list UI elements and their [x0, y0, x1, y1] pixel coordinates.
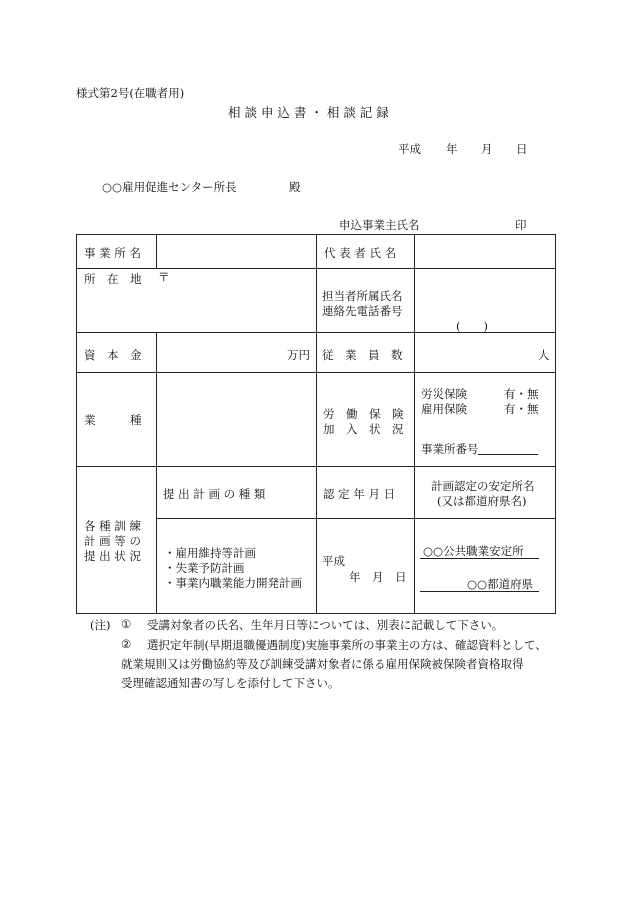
col-divider: [156, 234, 157, 268]
workers-comp-choice: 有・無: [504, 387, 539, 401]
phone-paren: ( ): [456, 319, 488, 333]
postal-mark: 〒: [158, 270, 170, 284]
note2-number: ②: [121, 637, 132, 651]
note2-text-3: 受理確認通知書の写しを添付して下さい。: [121, 676, 340, 690]
employment-ins-label: 雇用保険: [421, 402, 467, 416]
note2-text-1: 選択定年制(早期退職優遇制度)実施事業所の事業主の方は、確認資料として、: [147, 638, 547, 652]
notes-label: (注): [90, 618, 111, 632]
training-label-3: 提 出 状 況: [84, 549, 141, 563]
training-label-2: 計 画 等 の: [84, 534, 141, 548]
addressee-honorific: 殿: [289, 180, 301, 194]
note1-number: ①: [121, 617, 132, 631]
industry-label: 業 種: [84, 413, 142, 427]
col-divider: [156, 332, 157, 614]
col-divider: [316, 234, 317, 614]
phone-label: 連絡先電話番号: [322, 304, 403, 318]
plan-type-header: 提 出 計 画 の 種 類: [163, 487, 266, 501]
approval-date-header: 認 定 年 月 日: [323, 487, 396, 501]
approval-office-underline: [420, 558, 539, 559]
addressee-name: ○○雇用促進センター所長: [102, 180, 237, 194]
date-year: 年: [446, 142, 458, 156]
capital-unit: 万円: [287, 348, 310, 362]
approval-ym: 年 月 日: [349, 570, 407, 584]
contact-person-label: 担当者所属氏名: [322, 289, 403, 303]
training-label-1: 各 種 訓 練: [84, 519, 141, 533]
form-number: 様式第2号(在職者用): [76, 86, 185, 100]
office-number-underline: [478, 454, 538, 455]
note1-text: 受講対象者の氏名、生年月日等については、別表に記載して下さい。: [147, 618, 504, 632]
insurance-label-2: 加 入 状 況: [323, 422, 404, 436]
page-title: 相 談 申 込 書 ・ 相 談 記 録: [228, 105, 389, 120]
plan-item: ・事業内職業能力開発計画: [164, 576, 302, 590]
approval-office-header-2: (又は都道府県名): [437, 494, 527, 508]
approval-prefecture-underline: [420, 591, 539, 592]
approval-office: ○○公共職業安定所: [423, 544, 524, 558]
approval-prefecture: ○○都道府県: [467, 577, 534, 591]
col-divider: [414, 234, 415, 614]
date-month: 月: [481, 142, 493, 156]
workers-comp-label: 労災保険: [421, 387, 467, 401]
date-era: 平成: [398, 142, 421, 156]
date-day: 日: [516, 142, 528, 156]
employees-label: 従 業 員 数: [322, 348, 403, 362]
seal-mark: 印: [515, 218, 527, 232]
approval-era: 平成: [322, 554, 345, 568]
office-number-label: 事業所番号: [421, 442, 479, 456]
representative-label: 代 表 者 氏 名: [324, 246, 397, 260]
employees-unit: 人: [538, 348, 550, 362]
approval-office-header-1: 計画認定の安定所名: [431, 479, 535, 493]
capital-label: 資 本 金: [84, 348, 142, 362]
insurance-label-1: 労 働 保 険: [323, 407, 404, 421]
row-divider: [156, 518, 556, 519]
employment-ins-choice: 有・無: [504, 402, 539, 416]
address-label: 所 在 地: [84, 272, 142, 286]
applicant-label: 申込事業主氏名: [339, 218, 420, 232]
plan-item: ・雇用維持等計画: [164, 546, 256, 560]
office-name-label: 事 業 所 名: [84, 246, 141, 260]
plan-item: ・失業予防計画: [164, 561, 245, 575]
note2-text-2: 就業規則又は労働協約等及び訓練受講対象者に係る雇用保険被保険者資格取得: [121, 657, 524, 671]
